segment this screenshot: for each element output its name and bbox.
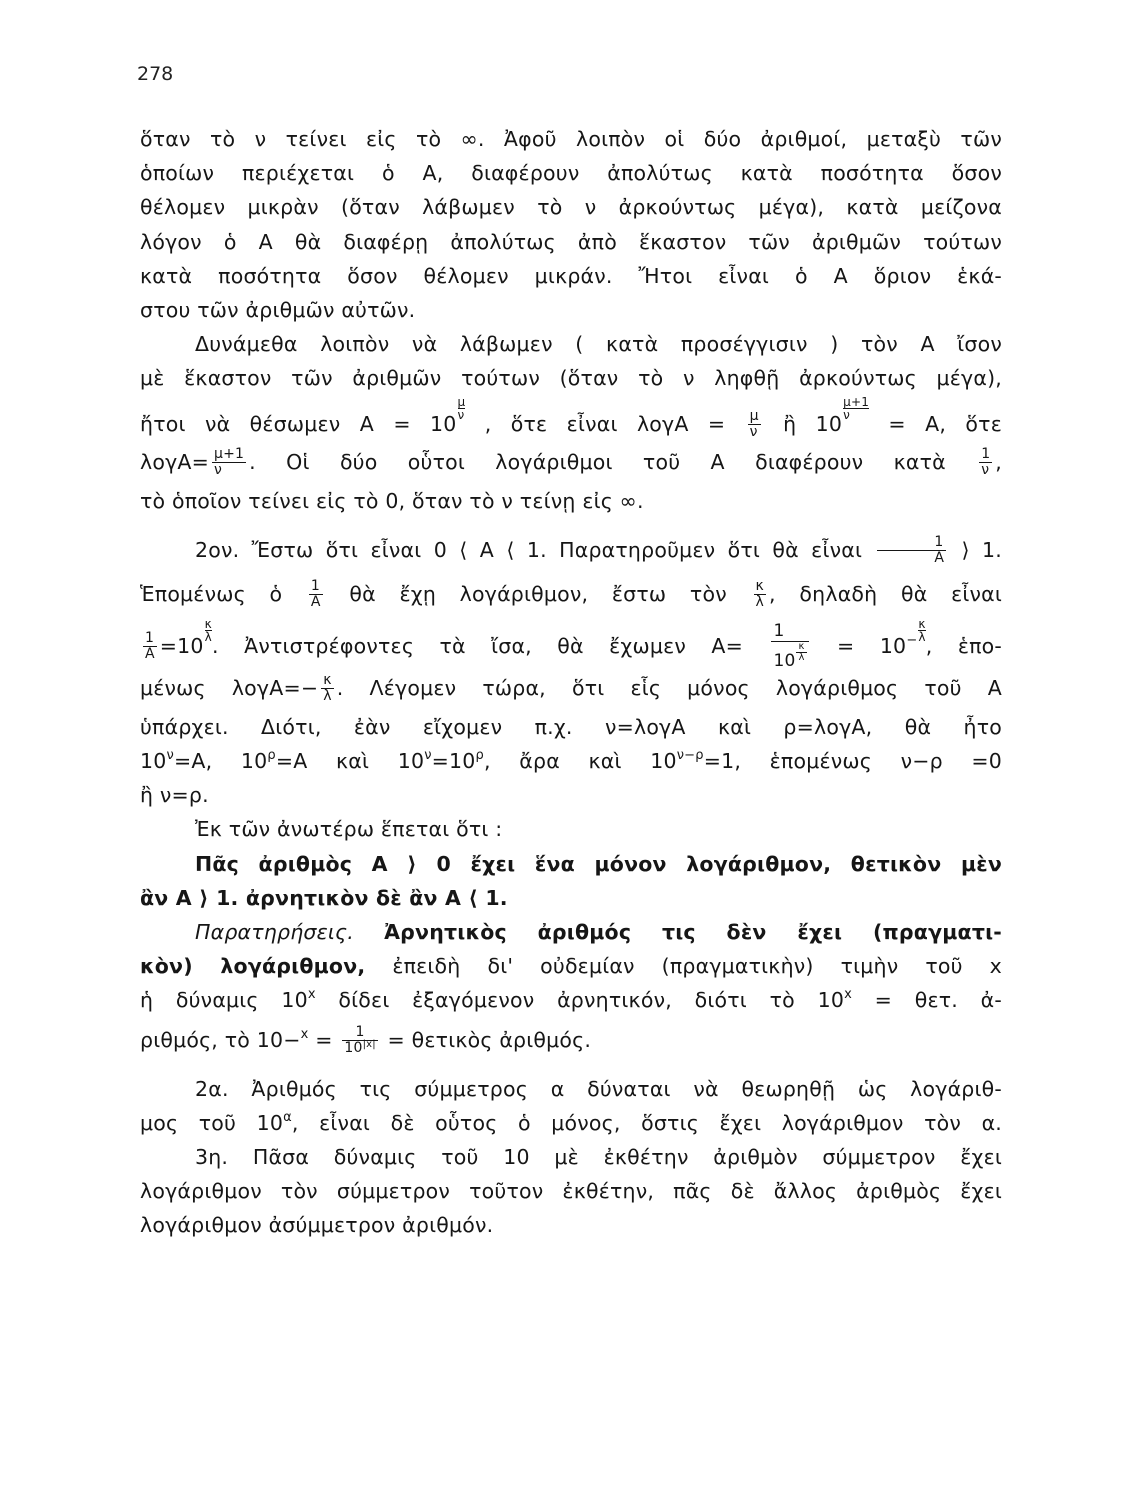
- text-line: ὅταν τὸ ν τείνει εἰς τὸ ∞. Ἀφοῦ λοιπὸν οἱ δύο ἀριθμοί, μεταξὺ τῶν: [140, 127, 1002, 151]
- fraction: $\frac{1}{A}$: [145, 630, 155, 663]
- fraction: $\frac{1}{A}$: [310, 578, 321, 611]
- formula-line: 2ον. Ἔστω ὅτι εἶναι 0 ⟨ Α ⟨ 1. Παρατηροῦμεν ὅτι θὰ εἶναι $\frac{1}{A}$ ⟩ 1.: [195, 534, 1003, 567]
- formula-line: Ἑπομένως ὁ $\frac{1}{A}$ θὰ ἔχῃ λογάριθμον, ἔστω τὸν $\frac{\kappa}{\lambda}$ , δηλαδὴ θὰ εἶναι: [140, 578, 1003, 611]
- text-line: λόγον ὁ Α θὰ διαφέρῃ ἀπολύτως ἀπὸ ἕκαστον τῶν ἀριθμῶν τούτων: [140, 229, 1002, 254]
- fraction: $\frac{1}{10^{|x|}}$: [344, 1024, 376, 1057]
- formula-line: $10^\nu=A$, $10^\rho=A$ καὶ $10^\nu=10^\rho$, ἄρα καὶ $10^{\nu-\rho}=1$, ἑπομένως ν−ρ =0: [140, 748, 1003, 774]
- exponent-fraction: $\frac{\mu+1}{\nu}$: [843, 394, 870, 422]
- fraction: $\frac{1}{\nu}$: [981, 446, 991, 479]
- text-line: κὸν) λογάριθμον, ἐπειδὴ δι' οὐδεμίαν (πραγματικὴν) τιμὴν τοῦ x: [140, 954, 1002, 979]
- text-line: τὸ ὁποῖον τείνει εἰς τὸ 0, ὅταν τὸ ν τείνῃ εἰς ∞.: [140, 488, 644, 513]
- text-line: στου τῶν ἀριθμῶν αὐτῶν.: [140, 298, 416, 323]
- text-line: λογάριθμον ἀσύμμετρον ἀριθμόν.: [140, 1213, 494, 1238]
- text-line: Ἐκ τῶν ἀνωτέρω ἕπεται ὅτι :: [195, 817, 503, 842]
- formula-line: λογΑ= $\frac{\mu+1}{\nu}$ . Οἱ δύο οὗτοι λογάριθμοι τοῦ Α διαφέρουν κατὰ $\frac{1}{\nu}$ ,: [140, 446, 1003, 479]
- text-line: 2α. Ἀριθμός τις σύμμετρος α δύναται νὰ θεωρηθῇ ὡς λογάριθ-: [195, 1076, 1002, 1101]
- text-line: κατὰ ποσότητα ὅσον θέλομεν μικράν. Ἤτοι εἶναι ὁ Α ὅριον ἑκά-: [140, 263, 1002, 288]
- theorem-line: ἂν Α ⟩ 1. ἀρνητικὸν δὲ ἂν Α ⟨ 1.: [140, 885, 508, 910]
- fraction: $\frac{1}{A}$: [877, 535, 946, 566]
- fraction: $\frac{\mu+1}{\nu}$: [214, 446, 245, 479]
- formula-line: ριθμός, τὸ 10−$^x$ = $\frac{1}{10^{|x|}}$ = θετικὸς ἀριθμός.: [140, 1024, 592, 1057]
- fraction: $\frac{\kappa}{\lambda}$: [755, 578, 765, 611]
- formula-line: $\frac{1}{A}$ =10 $\frac{\kappa}{\lambda}$ . Ἀντιστρέφοντες τὰ ἴσα, θὰ ἔχωμεν Α= 1 10 $\frac{\kappa}{\lambda}$ = 10− $\frac{\kappa}{\lambda}$ , ἑπο-: [145, 616, 1003, 672]
- text-line: Δυνάμεθα λοιπὸν νὰ λάβωμεν ( κατὰ προσέγγισιν ) τὸν Α ἴσον: [195, 332, 1002, 357]
- text-line: ὁποίων περιέχεται ὁ Α, διαφέρουν ἀπολύτως κατὰ ποσότητα ὅσον: [140, 161, 1002, 186]
- text-line: θέλομεν μικρὰν (ὅταν λάβωμεν τὸ ν ἀρκούντως μέγα), κατὰ μείζονα: [140, 195, 1002, 220]
- exponent-fraction: $\frac{\kappa}{\lambda}$: [204, 616, 212, 644]
- formula-line: ἤτοι νὰ θέσωμεν Α = 10 $\frac{\mu}{\nu}$ , ὅτε εἶναι λογΑ = $\frac{\mu}{\nu}$ ἢ 10 $\frac{\mu+1}{\nu}$ = Α, ὅτε: [140, 394, 1002, 441]
- theorem-line: Πᾶς ἀριθμὸς Α ⟩ 0 ἔχει ἕνα μόνον λογάριθμον, θετικὸν μὲν: [195, 851, 1002, 876]
- exponent-fraction: $\frac{\kappa}{\lambda}$: [918, 616, 926, 644]
- formula-line: μος τοῦ $10^\alpha$, εἶναι δὲ οὗτος ὁ μόνος, ὅστις ἔχει λογάριθμον τὸν α.: [140, 1109, 1002, 1135]
- text-line: Παρατηρήσεις. Ἀρνητικὸς ἀριθμός τις δὲν ἔχει (πραγματι-: [195, 920, 1003, 945]
- page-number: 278: [137, 63, 174, 85]
- text-line: μὲ ἕκαστον τῶν ἀριθμῶν τούτων (ὅταν τὸ ν ληφθῇ ἀρκούντως μέγα),: [140, 366, 1002, 391]
- fraction: $\frac{\mu}{\nu}$: [749, 408, 759, 441]
- formula-line: ἡ δύναμις 10$^x$ δίδει ἐξαγόμενον ἀρνητικόν, διότι τὸ 10$^x$ = θετ. ἀ-: [140, 987, 1002, 1013]
- text-line: λογάριθμον τὸν σύμμετρον τοῦτον ἐκθέτην, πᾶς δὲ ἄλλος ἀριθμὸς ἔχει: [140, 1179, 1002, 1204]
- remarks-heading: Παρατηρήσεις.: [195, 920, 354, 945]
- fraction: 1 10 $\frac{\kappa}{\lambda}$: [771, 622, 808, 671]
- exponent-fraction: $\frac{\mu}{\nu}$: [457, 394, 466, 422]
- text-line: 3η. Πᾶσα δύναμις τοῦ 10 μὲ ἐκθέτην ἀριθμὸν σύμμετρον ἔχει: [195, 1145, 1002, 1170]
- page-body: [140, 122, 1002, 1243]
- text-line: ἢ ν=ρ.: [140, 783, 209, 808]
- formula-line: μένως λογΑ=− $\frac{\kappa}{\lambda}$ . Λέγομεν τώρα, ὅτι εἷς μόνος λογάριθμος τοῦ Α: [140, 672, 1002, 705]
- text-line: ὑπάρχει. Διότι, ἐὰν εἴχομεν π.χ. ν=λογΑ καὶ ρ=λογΑ, θὰ ἦτο: [140, 714, 1002, 739]
- fraction: $\frac{\kappa}{\lambda}$: [323, 672, 332, 705]
